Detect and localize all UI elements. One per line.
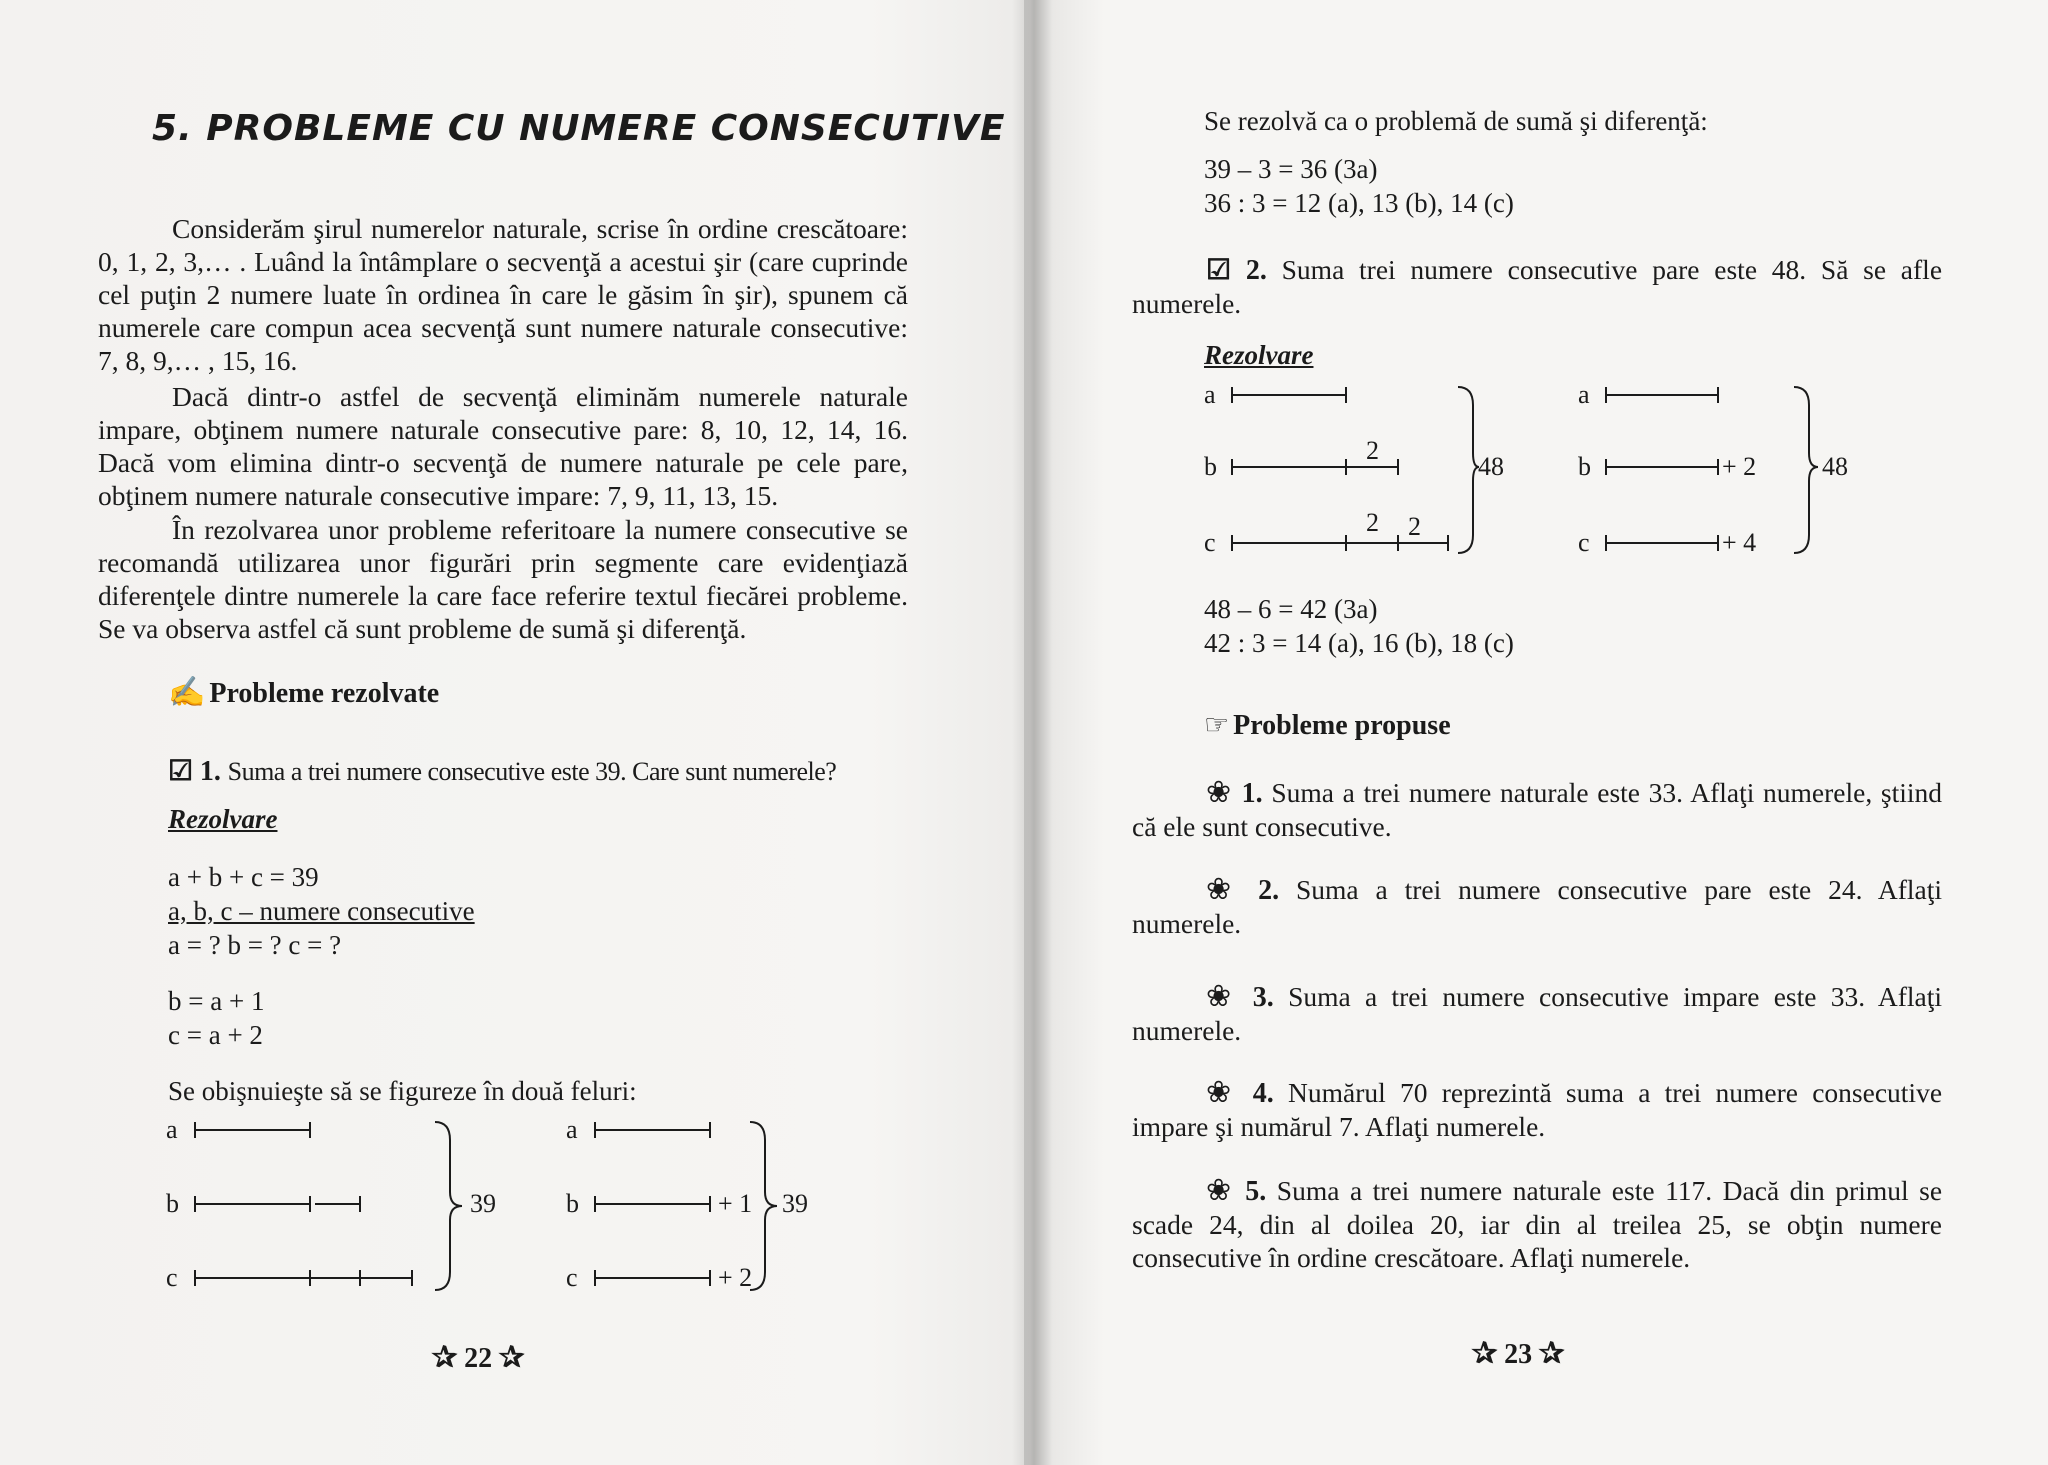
flower-icon: ❀ (1206, 1174, 1235, 1207)
fig2-brace-1 (1458, 387, 1479, 553)
proposed-problem-5 (1132, 1174, 1942, 1274)
fig2b-plus-2: + 4 (1722, 528, 1757, 557)
p1-eq-sum: a + b + c = 39 (168, 862, 319, 892)
left-page-number: 22 (464, 1343, 493, 1374)
fig2b-label-c: c (1578, 528, 1590, 557)
fig1b-label-a: a (566, 1115, 578, 1144)
proposed-2-text: Suma a trei numere consecutive pare este 24. Aflaţi numerele. (1132, 874, 1943, 939)
p1-eq-c: c = a + 2 (168, 1020, 263, 1050)
p1-calc-1: 39 – 3 = 36 (3a) (1204, 154, 1378, 184)
fig2b-label-b: b (1578, 452, 1591, 481)
p1-continuation: Se rezolvă ca o problemă de sumă şi diferenţă: (1204, 106, 1708, 136)
fig2-label-c: c (1204, 528, 1216, 557)
book-gutter (1012, 0, 1052, 1465)
fig2-seg-a (1232, 387, 1346, 403)
proposed-problem-4 (1132, 1076, 1942, 1143)
intro-paragraph-1: Considerăm şirul numerelor naturale, scrise în ordine crescătoare: 0, 1, 2, 3,… . Luând la întâmplare o secvenţă a acestui şir (care cuprinde cel puţin 2 numere luate în ordinea în care le găsim în şir), spunem că numerele care compun acea secvenţă sunt numere naturale consecutive: 7, 8, 9,… , 15, 16. (98, 213, 908, 376)
proposed-3-text: Suma a trei numere consecutive impare este 33. Aflaţi numerele. (1132, 981, 1943, 1046)
proposed-4-text: Numărul 70 reprezintă suma a trei numere consecutive impare şi numărul 7. Aflaţi numerele. (1132, 1077, 1943, 1142)
problem-2-number: 2. (1245, 255, 1267, 286)
intro-paragraph-3: În rezolvarea unor probleme referitoare la numere consecutive se recomandă utilizarea unor figurări prin segmente care evidenţiază diferenţele dintre numerele la care face referire textul fiecărei probleme. Se va observa astfel că sunt probleme de sumă şi diferenţă. (98, 514, 908, 644)
p2-calc-1: 48 – 6 = 42 (3a) (1204, 594, 1378, 624)
fig2-sum-2: 48 (1822, 452, 1848, 481)
fig1-brace-1 (435, 1122, 462, 1290)
fig2-label-b: b (1204, 452, 1217, 481)
right-page-footer (1472, 1336, 1564, 1371)
fig2b-plus-1: + 2 (1722, 452, 1757, 481)
flower-icon: ❀ (1206, 873, 1242, 906)
fig1b-seg-a (595, 1122, 710, 1138)
proposed-1-text: Suma a trei numere naturale este 33. Aflaţi numerele, ştiind că ele sunt consecutive. (1132, 777, 1943, 842)
fig2b-label-a: a (1578, 380, 1590, 409)
rezolvare-label-2: Rezolvare (1204, 340, 1314, 370)
fig2b-seg-c (1606, 535, 1718, 551)
problem-1 (168, 754, 836, 788)
fig1-sum-1: 39 (470, 1189, 496, 1218)
star-icon: ✰ (499, 1341, 525, 1374)
left-page-footer (432, 1340, 524, 1375)
fig1b-plus-2: + 2 (718, 1263, 753, 1292)
pointing-hand-icon: ☞ (1204, 710, 1230, 741)
proposed-problems-heading (1204, 708, 1451, 742)
problem-2 (1132, 253, 1942, 320)
fig2-sum-1: 48 (1478, 452, 1504, 481)
p1-figure-note: Se obişnuieşte să se figureze în două feluri: (168, 1076, 637, 1106)
fig1-label-c: c (166, 1263, 178, 1292)
fig1-seg-a (195, 1122, 310, 1138)
p1-eq-b: b = a + 1 (168, 986, 265, 1016)
star-icon: ✰ (1472, 1337, 1498, 1370)
p1-calc-2: 36 : 3 = 12 (a), 13 (b), 14 (c) (1204, 188, 1514, 218)
fig1-sum-2: 39 (782, 1189, 808, 1218)
problem-1-text: Suma a trei numere consecutive este 39. Care sunt numerele? (227, 757, 837, 786)
fig2b-seg-b (1606, 459, 1718, 475)
fig2-brace-2 (1794, 387, 1818, 553)
proposed-3-number: 3. (1252, 982, 1274, 1013)
proposed-problem-1 (1132, 776, 1942, 843)
star-icon: ✰ (1539, 1337, 1565, 1370)
writing-hand-icon: ✍ (168, 676, 206, 709)
figure-1-segments (150, 1110, 810, 1320)
fig1-label-b: b (166, 1189, 179, 1218)
proposed-4-number: 4. (1252, 1078, 1274, 1109)
fig1b-plus-1: + 1 (718, 1189, 753, 1218)
fig2-label-a: a (1204, 380, 1216, 409)
checkbox-icon: ☑ (1206, 255, 1232, 286)
star-icon: ✰ (432, 1341, 458, 1374)
chapter-title: 5. PROBLEME CU NUMERE CONSECUTIVE (152, 108, 1006, 149)
problem-1-number: 1. (199, 756, 221, 787)
fig1b-seg-c (595, 1270, 710, 1286)
fig1b-label-c: c (566, 1263, 578, 1292)
fig1-brace-2 (750, 1122, 777, 1290)
fig2b-seg-a (1606, 387, 1718, 403)
fig2-diff-b: 2 (1366, 436, 1379, 465)
p1-eq-consecutive: a, b, c – numere consecutive (168, 896, 475, 926)
intro-paragraph-2: Dacă dintr-o astfel de secvenţă eliminăm numerele naturale impare, obţinem numere naturale consecutive pare: 8, 10, 12, 14, 16. Dacă vom elimina dintr-o secvenţă de numere naturale pe cele pare, obţinem numere naturale consecutive impare: 7, 9, 11, 13, 15. (98, 381, 908, 511)
proposed-5-number: 5. (1245, 1176, 1267, 1207)
proposed-1-number: 1. (1241, 778, 1263, 809)
proposed-2-number: 2. (1258, 875, 1280, 906)
fig1-seg-c (195, 1270, 412, 1286)
flower-icon: ❀ (1206, 1076, 1239, 1109)
fig2-diff-c1: 2 (1366, 508, 1379, 537)
p2-calc-2: 42 : 3 = 14 (a), 16 (b), 18 (c) (1204, 628, 1514, 658)
proposed-problem-3 (1132, 980, 1942, 1047)
right-page-number: 23 (1504, 1339, 1533, 1370)
flower-icon: ❀ (1206, 980, 1239, 1013)
checkbox-icon: ☑ (168, 756, 194, 787)
fig1b-label-b: b (566, 1189, 579, 1218)
fig1-seg-b (195, 1196, 360, 1212)
proposed-5-text: Suma a trei numere naturale este 117. Dacă din primul se scade 24, din al doilea 20, iar din al treilea 25, se obţin numere consecutive în ordine crescătoare. Aflaţi numerele. (1132, 1175, 1943, 1273)
proposed-problem-2 (1132, 873, 1942, 940)
solved-problems-heading (168, 675, 439, 710)
proposed-problems-title: Probleme propuse (1233, 710, 1451, 741)
fig2-diff-c2: 2 (1408, 512, 1421, 541)
figure-2-segments (1196, 375, 1976, 565)
problem-2-text: Suma trei numere consecutive pare este 48. Să se afle numerele. (1132, 254, 1943, 319)
solved-problems-title: Probleme rezolvate (209, 678, 440, 709)
flower-icon: ❀ (1206, 776, 1233, 809)
p1-eq-unknowns: a = ? b = ? c = ? (168, 930, 342, 960)
fig1-label-a: a (166, 1115, 178, 1144)
rezolvare-label-1: Rezolvare (168, 804, 278, 834)
fig1b-seg-b (595, 1196, 710, 1212)
